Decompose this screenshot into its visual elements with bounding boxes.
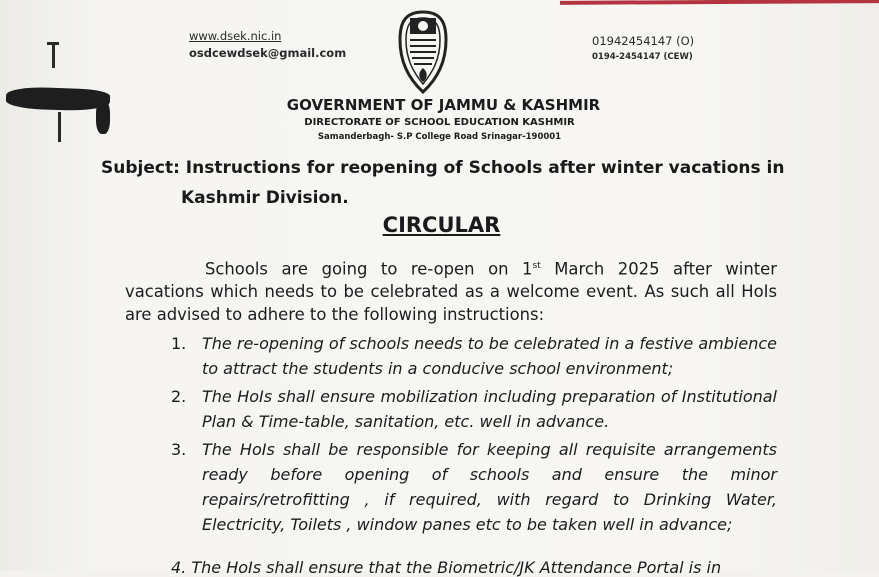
intro-text-rest: March 2025 after winter vacations which needs to be celebrated as a welcome event. As such all HoIs are advised to adhere to the following instructions: bbox=[125, 259, 777, 325]
contact-phones bbox=[592, 33, 694, 65]
website-link[interactable]: www.dsek.nic.in bbox=[189, 29, 282, 43]
list-item bbox=[171, 331, 777, 381]
item-text: The HoIs shall ensure mobilization including preparation of Institutional Plan & Time-table, sanitation, etc. well in advance. bbox=[202, 387, 777, 431]
staple-mark bbox=[47, 42, 59, 45]
subject-line bbox=[101, 153, 784, 213]
item-text: The re-opening of schools needs to be celebrated in a festive ambience to attract the students in a conducive school environment; bbox=[202, 334, 777, 378]
item-number: 1. bbox=[171, 334, 187, 353]
phone-office: 01942454147 (O) bbox=[592, 34, 695, 48]
staple-mark bbox=[52, 42, 55, 68]
directorate-heading: DIRECTORATE OF SCHOOL EDUCATION KASHMIR bbox=[304, 117, 575, 128]
office-address: Samanderbagh- S.P College Road Srinagar-190001 bbox=[317, 132, 562, 142]
item-number: 2. bbox=[171, 387, 187, 406]
government-heading: GOVERNMENT OF JAMMU & KASHMIR bbox=[286, 96, 601, 114]
email-address: osdcewdsek@gmail.com bbox=[189, 46, 347, 60]
intro-paragraph bbox=[125, 255, 777, 326]
list-item bbox=[171, 384, 777, 434]
circular-title: CIRCULAR bbox=[382, 213, 501, 237]
subject-line-1: Subject: Instructions for reopening of Schools after winter vacations in bbox=[101, 158, 785, 178]
item-number: 3. bbox=[171, 440, 187, 459]
ordinal-suffix: st bbox=[532, 261, 541, 271]
page-edge-stripe bbox=[560, 0, 879, 5]
instructions-list bbox=[171, 331, 777, 540]
item-text: The HoIs shall be responsible for keeping all requisite arrangements ready before opening of schools and ensure the minor repairs/retrofitting , if required, with regard to Drinking Water, Electricity, Toilets , window panes etc to be taken well in advance; bbox=[202, 440, 777, 534]
contact-web-email bbox=[189, 28, 346, 62]
phone-cew: 0194-2454147 (CEW) bbox=[592, 52, 693, 62]
cutoff-list-item: 4. The HoIs shall ensure that the Biometric/JK Attendance Portal is in bbox=[171, 558, 722, 577]
intro-text-start: Schools are going to re-open on 1 bbox=[205, 259, 533, 279]
list-item bbox=[171, 437, 777, 537]
emblem-icon bbox=[396, 10, 450, 94]
document-title bbox=[0, 213, 879, 237]
subject-line-2: Kashmir Division. bbox=[181, 188, 349, 208]
